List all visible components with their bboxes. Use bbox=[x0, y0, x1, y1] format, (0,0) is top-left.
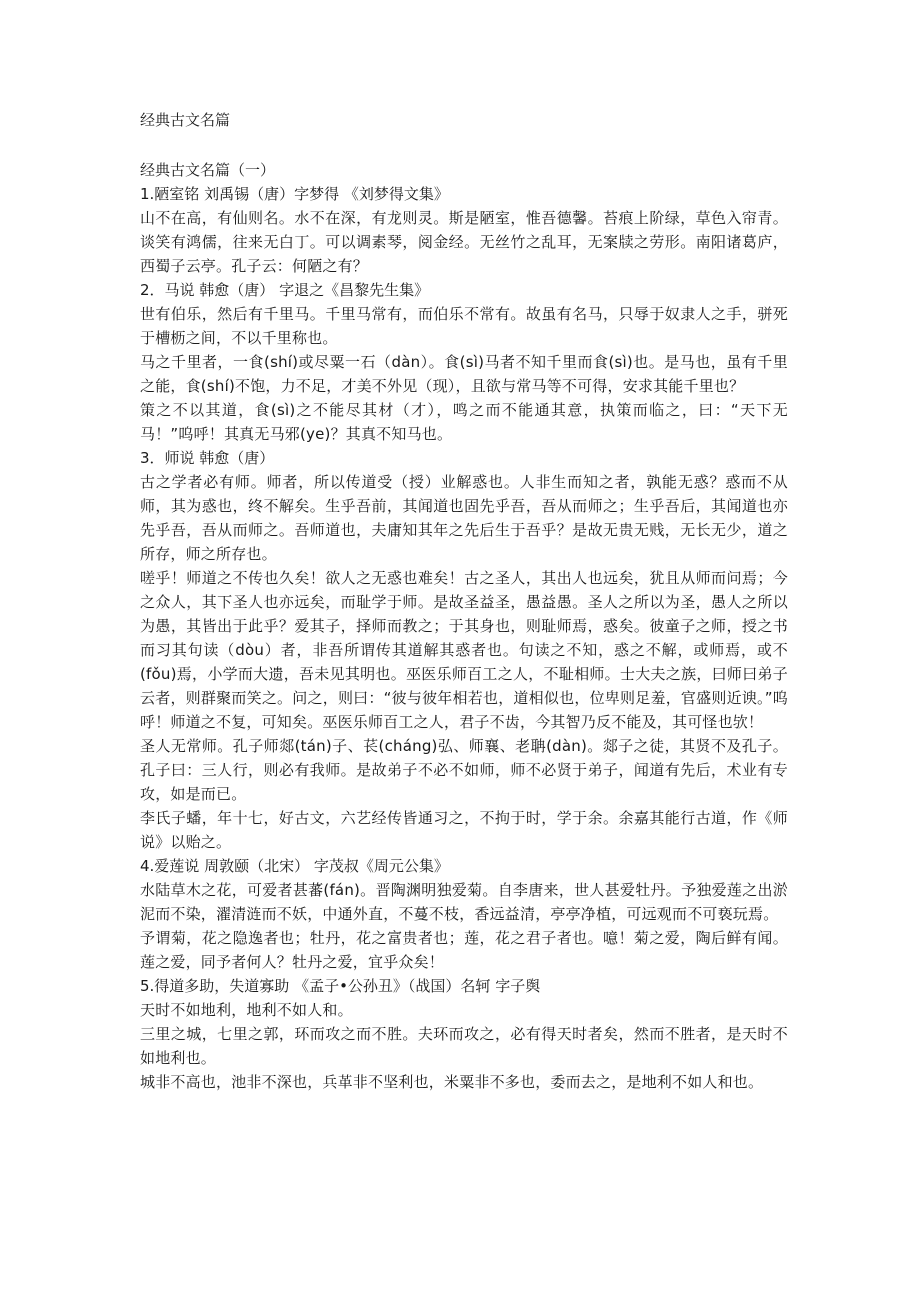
paragraph: 城非不高也，池非不深也，兵革非不坚利也，米粟非不多也，委而去之，是地利不如人和也。 bbox=[140, 1073, 764, 1091]
paragraph: 三里之城，七里之郭，环而攻之而不胜。夫环而攻之，必有得天时者矣，然而不胜者，是天时不如地利也。 bbox=[140, 1025, 788, 1067]
article-heading-5: 5.得道多助，失道寡助 《孟子•公孙丑》（战国）名轲 字子舆 bbox=[140, 977, 541, 995]
paragraph: 嗟乎！师道之不传也久矣！欲人之无惑也难矣！古之圣人，其出人也远矣，犹且从师而问焉；今之众人，其下圣人也亦远矣，而耻学于师。是故圣益圣，愚益愚。圣人之所以为圣，愚人之所以为愚，其皆出于此乎？爱其子，择师而教之；于其身也，则耻师焉，惑矣。彼童子之师，授之书而习其句读（dòu）者，非吾所谓传其道解其惑者也。句读之不知，惑之不解，或师焉，或不(fǒu)焉，小学而大遗，吾未见其明也。巫医乐师百工之人，不耻相师。士大夫之族，曰师曰弟子云者，则群聚而笑之。问之，则曰：“彼与彼年相若也，道相似也，位卑则足羞，官盛则近谀。”呜呼！师道之不复，可知矣。巫医乐师百工之人，君子不齿，今其智乃反不能及，其可怪也欤！ bbox=[140, 569, 788, 731]
section-title: 经典古文名篇（一） bbox=[140, 161, 276, 179]
paragraph: 策之不以其道，食(sì)之不能尽其材（才），鸣之而不能通其意，执策而临之，曰：“天下无马！”呜呼！其真无马邪(ye)？其真不知马也。 bbox=[140, 401, 788, 443]
paragraph: 古之学者必有师。师者，所以传道受（授）业解惑也。人非生而知之者，孰能无惑？惑而不从师，其为惑也，终不解矣。生乎吾前，其闻道也固先乎吾，吾从而师之；生乎吾后，其闻道也亦先乎吾，吾从而师之。吾师道也，夫庸知其年之先后生于吾乎？是故无贵无贱，无长无少，道之所存，师之所存也。 bbox=[140, 473, 788, 563]
paragraph: 世有伯乐，然后有千里马。千里马常有，而伯乐不常有。故虽有名马，只辱于奴隶人之手，骈死于槽枥之间，不以千里称也。 bbox=[140, 305, 788, 347]
paragraph: 予谓菊，花之隐逸者也；牡丹，花之富贵者也；莲，花之君子者也。噫！菊之爱，陶后鲜有闻。莲之爱，同予者何人？牡丹之爱，宜乎众矣！ bbox=[140, 929, 788, 971]
article-heading-3: 3．师说 韩愈（唐） bbox=[140, 449, 275, 467]
paragraph: 山不在高，有仙则名。水不在深，有龙则灵。斯是陋室，惟吾德馨。苔痕上阶绿，草色入帘青。谈笑有鸿儒，往来无白丁。可以调素琴，阅金经。无丝竹之乱耳，无案牍之劳形。南阳诸葛庐，西蜀子云亭。孔子云：何陋之有？ bbox=[140, 209, 788, 275]
paragraph: 天时不如地利，地利不如人和。 bbox=[140, 1001, 353, 1019]
paragraph: 圣人无常师。孔子师郯(tán)子、苌(cháng)弘、师襄、老聃(dàn)。郯子之徒，其贤不及孔子。孔子曰：三人行，则必有我师。是故弟子不必不如师，师不必贤于弟子，闻道有先后，术业有专攻，如是而已。 bbox=[140, 737, 788, 803]
article-heading-4: 4.爱莲说 周敦颐（北宋） 字茂叔《周元公集》 bbox=[140, 857, 449, 875]
document-page bbox=[140, 108, 788, 1094]
paragraph: 李氏子蟠，年十七，好古文，六艺经传皆通习之，不拘于时，学于余。余嘉其能行古道，作《师说》以贻之。 bbox=[140, 809, 788, 851]
article-heading-2: 2．马说 韩愈（唐） 字退之《昌黎先生集》 bbox=[140, 281, 430, 299]
paragraph: 水陆草木之花，可爱者甚蕃(fán)。晋陶渊明独爱菊。自李唐来，世人甚爱牡丹。予独爱莲之出淤泥而不染，濯清涟而不妖，中通外直，不蔓不枝，香远益清，亭亭净植，可远观而不可亵玩焉。 bbox=[140, 881, 788, 923]
document-title: 经典古文名篇 bbox=[140, 111, 231, 129]
article-heading-1: 1.陋室铭 刘禹锡（唐）字梦得 《刘梦得文集》 bbox=[140, 185, 449, 203]
paragraph: 马之千里者，一食(shí)或尽粟一石（dàn）。食(sì)马者不知千里而食(sì)也。是马也，虽有千里之能，食(shí)不饱，力不足，才美不外见（现），且欲与常马等不可得，安求其能千里也？ bbox=[140, 353, 788, 395]
